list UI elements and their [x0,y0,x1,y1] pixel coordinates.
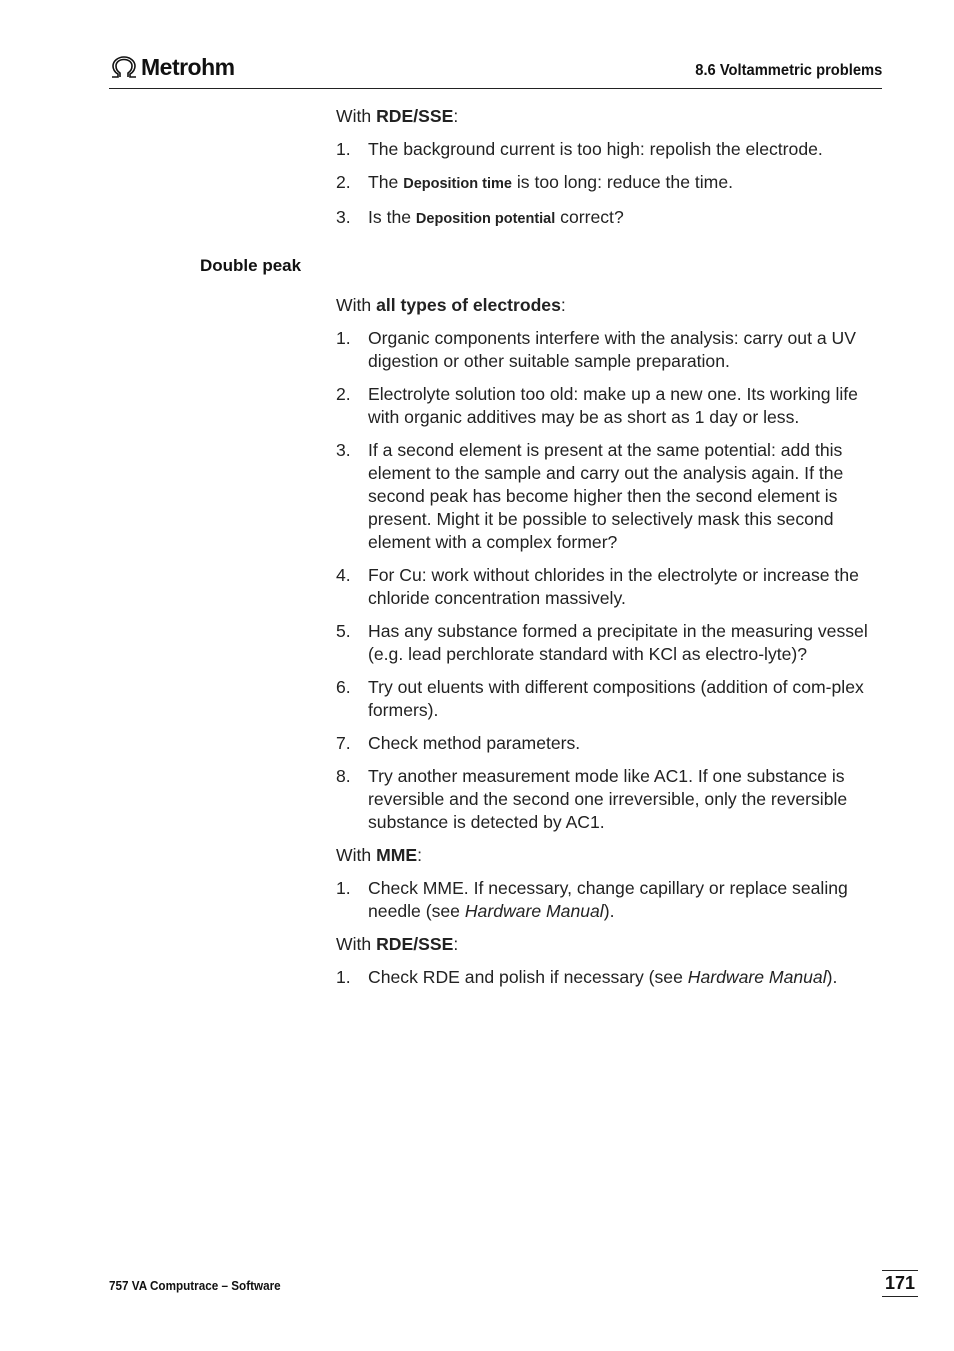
electrode-type: RDE/SSE [376,934,454,954]
list-item [336,765,882,834]
intro-prefix: With [336,934,377,954]
item-text: Try out eluents with different compositions (addition of com-plex formers). [368,677,864,720]
item-text: Check method parameters. [368,733,581,753]
rde-sse-list-2 [336,966,882,989]
item-number: 1. [336,878,351,898]
list-item [336,877,882,923]
electrode-type: all types of electrodes [376,295,561,315]
item-text-pre: Check MME. If necessary, change capillary or replace sealing needle (see [368,878,848,921]
subheading-double-peak: Double peak [200,256,302,275]
page-number: 171 [882,1270,918,1297]
intro-all-electrodes [336,294,882,317]
brand-logo [109,54,235,81]
item-text-post: ). [603,901,615,921]
section-title: 8.6 Voltammetric problems [694,62,882,79]
item-text-post: correct? [555,207,624,227]
item-number: 2. [336,172,351,192]
main-content [336,105,882,999]
item-number: 5. [336,621,351,641]
page-header [109,52,882,89]
list-item [336,564,882,610]
list-item [336,620,882,666]
list-item [336,732,882,755]
intro-rde-sse [336,105,882,128]
electrode-type: RDE/SSE [376,106,454,126]
item-text [368,171,882,196]
brand-name: Metrohm [141,54,235,80]
list-item [336,676,882,722]
item-text: Has any substance formed a precipitate in the measuring vessel (e.g. lead perchlorate standard with KCl as electro-lyte)? [368,621,868,664]
electrode-type: MME [376,845,418,865]
list-item [336,138,882,161]
intro-mme [336,844,882,867]
item-text-pre: Check RDE and polish if necessary (see [368,967,688,987]
list-item [336,327,882,373]
parameter-name: Deposition time [403,176,512,192]
intro-suffix: : [417,845,423,865]
item-number: 2. [336,384,351,404]
item-text-post: is too long: reduce the time. [511,172,734,192]
item-number: 6. [336,677,351,697]
item-text [368,877,882,923]
list-item [336,206,882,231]
manual-reference: Hardware Manual [687,967,827,987]
intro-suffix: : [453,106,459,126]
item-number: 3. [336,207,351,227]
list-item [336,439,882,554]
item-text: Organic components interfere with the analysis: carry out a UV digestion or other suitable sample preparation. [368,328,856,371]
list-item [336,171,882,196]
manual-reference: Hardware Manual [464,901,604,921]
list-item [336,383,882,429]
intro-prefix: With [336,845,377,865]
intro-suffix: : [453,934,459,954]
item-text [368,206,882,231]
rde-sse-list [336,138,882,231]
footer-product: 757 VA Computrace – Software [109,1278,281,1293]
omega-logo-icon [109,55,139,81]
item-text: If a second element is present at the same potential: add this element to the sample and carry out the analysis again. If the second peak has become higher then the second element is present. Might it be possible to selectively mask this second element with a complex former? [368,440,844,552]
item-number: 1. [336,328,351,348]
intro-prefix: With [336,295,377,315]
parameter-name: Deposition potential [415,211,556,227]
item-number: 3. [336,440,351,460]
intro-suffix: : [560,295,566,315]
item-text: Try another measurement mode like AC1. If one substance is reversible and the second one irreversible, only the reversible substance is detected by AC1. [368,766,848,832]
intro-prefix: With [336,106,377,126]
item-text-pre: Is the [368,207,416,227]
item-text-pre: The [368,172,404,192]
item-number: 1. [336,139,351,159]
item-text: For Cu: work without chlorides in the electrolyte or increase the chloride concentration massively. [368,565,859,608]
item-number: 7. [336,733,351,753]
list-item [336,966,882,989]
item-number: 8. [336,766,351,786]
item-text: Electrolyte solution too old: make up a new one. Its working life with organic additives may be as short as 1 day or less. [368,384,858,427]
intro-rde-sse-2 [336,933,882,956]
item-text-post: ). [826,967,838,987]
item-number: 4. [336,565,351,585]
mme-list [336,877,882,923]
item-number: 1. [336,967,351,987]
item-text [368,966,882,989]
double-peak-list [336,327,882,834]
item-text: The background current is too high: repolish the electrode. [368,139,823,159]
